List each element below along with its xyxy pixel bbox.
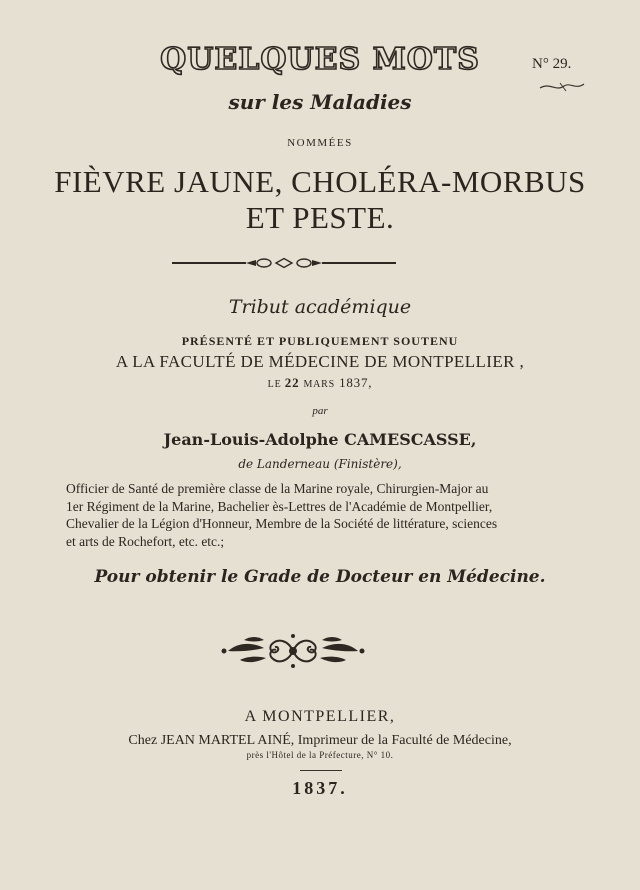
presente-line: PRÉSENTÉ ET PUBLIQUEMENT SOUTENU [181,334,459,348]
imprint-address: près l'Hôtel de la Préfecture, N° 10. [246,750,394,760]
bio-line: et arts de Rochefort, etc. etc.; [66,533,225,549]
ornamental-rule-icon [172,257,396,269]
tribut-academique: Tribut académique [228,296,412,318]
date-year: 1837, [339,375,373,390]
purpose-line: Pour obtenir le Grade de Docteur en Médecine. [94,567,546,587]
header-title: QUELQUES MOTS [160,42,480,77]
year-divider [300,770,342,771]
bio-line: 1er Régiment de la Marine, Bachelier ès-Lettres de l'Académie de Montpellier, [66,498,493,514]
bio-line: Officier de Santé de première classe de la Marine royale, Chirurgien-Major au [66,481,489,496]
subtitle-sur-les-maladies: sur les Maladies [228,90,412,114]
ornamental-vignette-icon [218,630,368,672]
main-title-line1: FIÈVRE JAUNE, CHOLÉRA-MORBUS [54,164,586,199]
date-prefix: LE [267,379,285,390]
nommees-label: NOMMÉES [287,137,353,149]
bio-line: Chevalier de la Légion d'Honneur, Membre de la Société de littérature, sciences [66,516,498,532]
author-origin: de Landerneau (Finistère), [238,457,402,471]
date-line [0,375,640,391]
imprint-city: A MONTPELLIER, [244,708,396,725]
imprint-year: 1837. [292,778,348,798]
faculte-line: A LA FACULTÉ DE MÉDECINE DE MONTPELLIER , [115,352,525,371]
par-label: par [312,405,328,417]
date-day: 22 [284,375,300,390]
date-month: MARS [303,379,336,390]
document-number: N° 29. [532,56,572,72]
imprint-printer: Chez JEAN MARTEL AINÉ, Imprimeur de la Faculté de Médecine, [128,733,512,748]
main-title-line2: ET PESTE. [245,200,395,235]
author-name: Jean-Louis-Adolphe CAMESCASSE, [163,430,477,449]
author-biography [66,480,546,550]
